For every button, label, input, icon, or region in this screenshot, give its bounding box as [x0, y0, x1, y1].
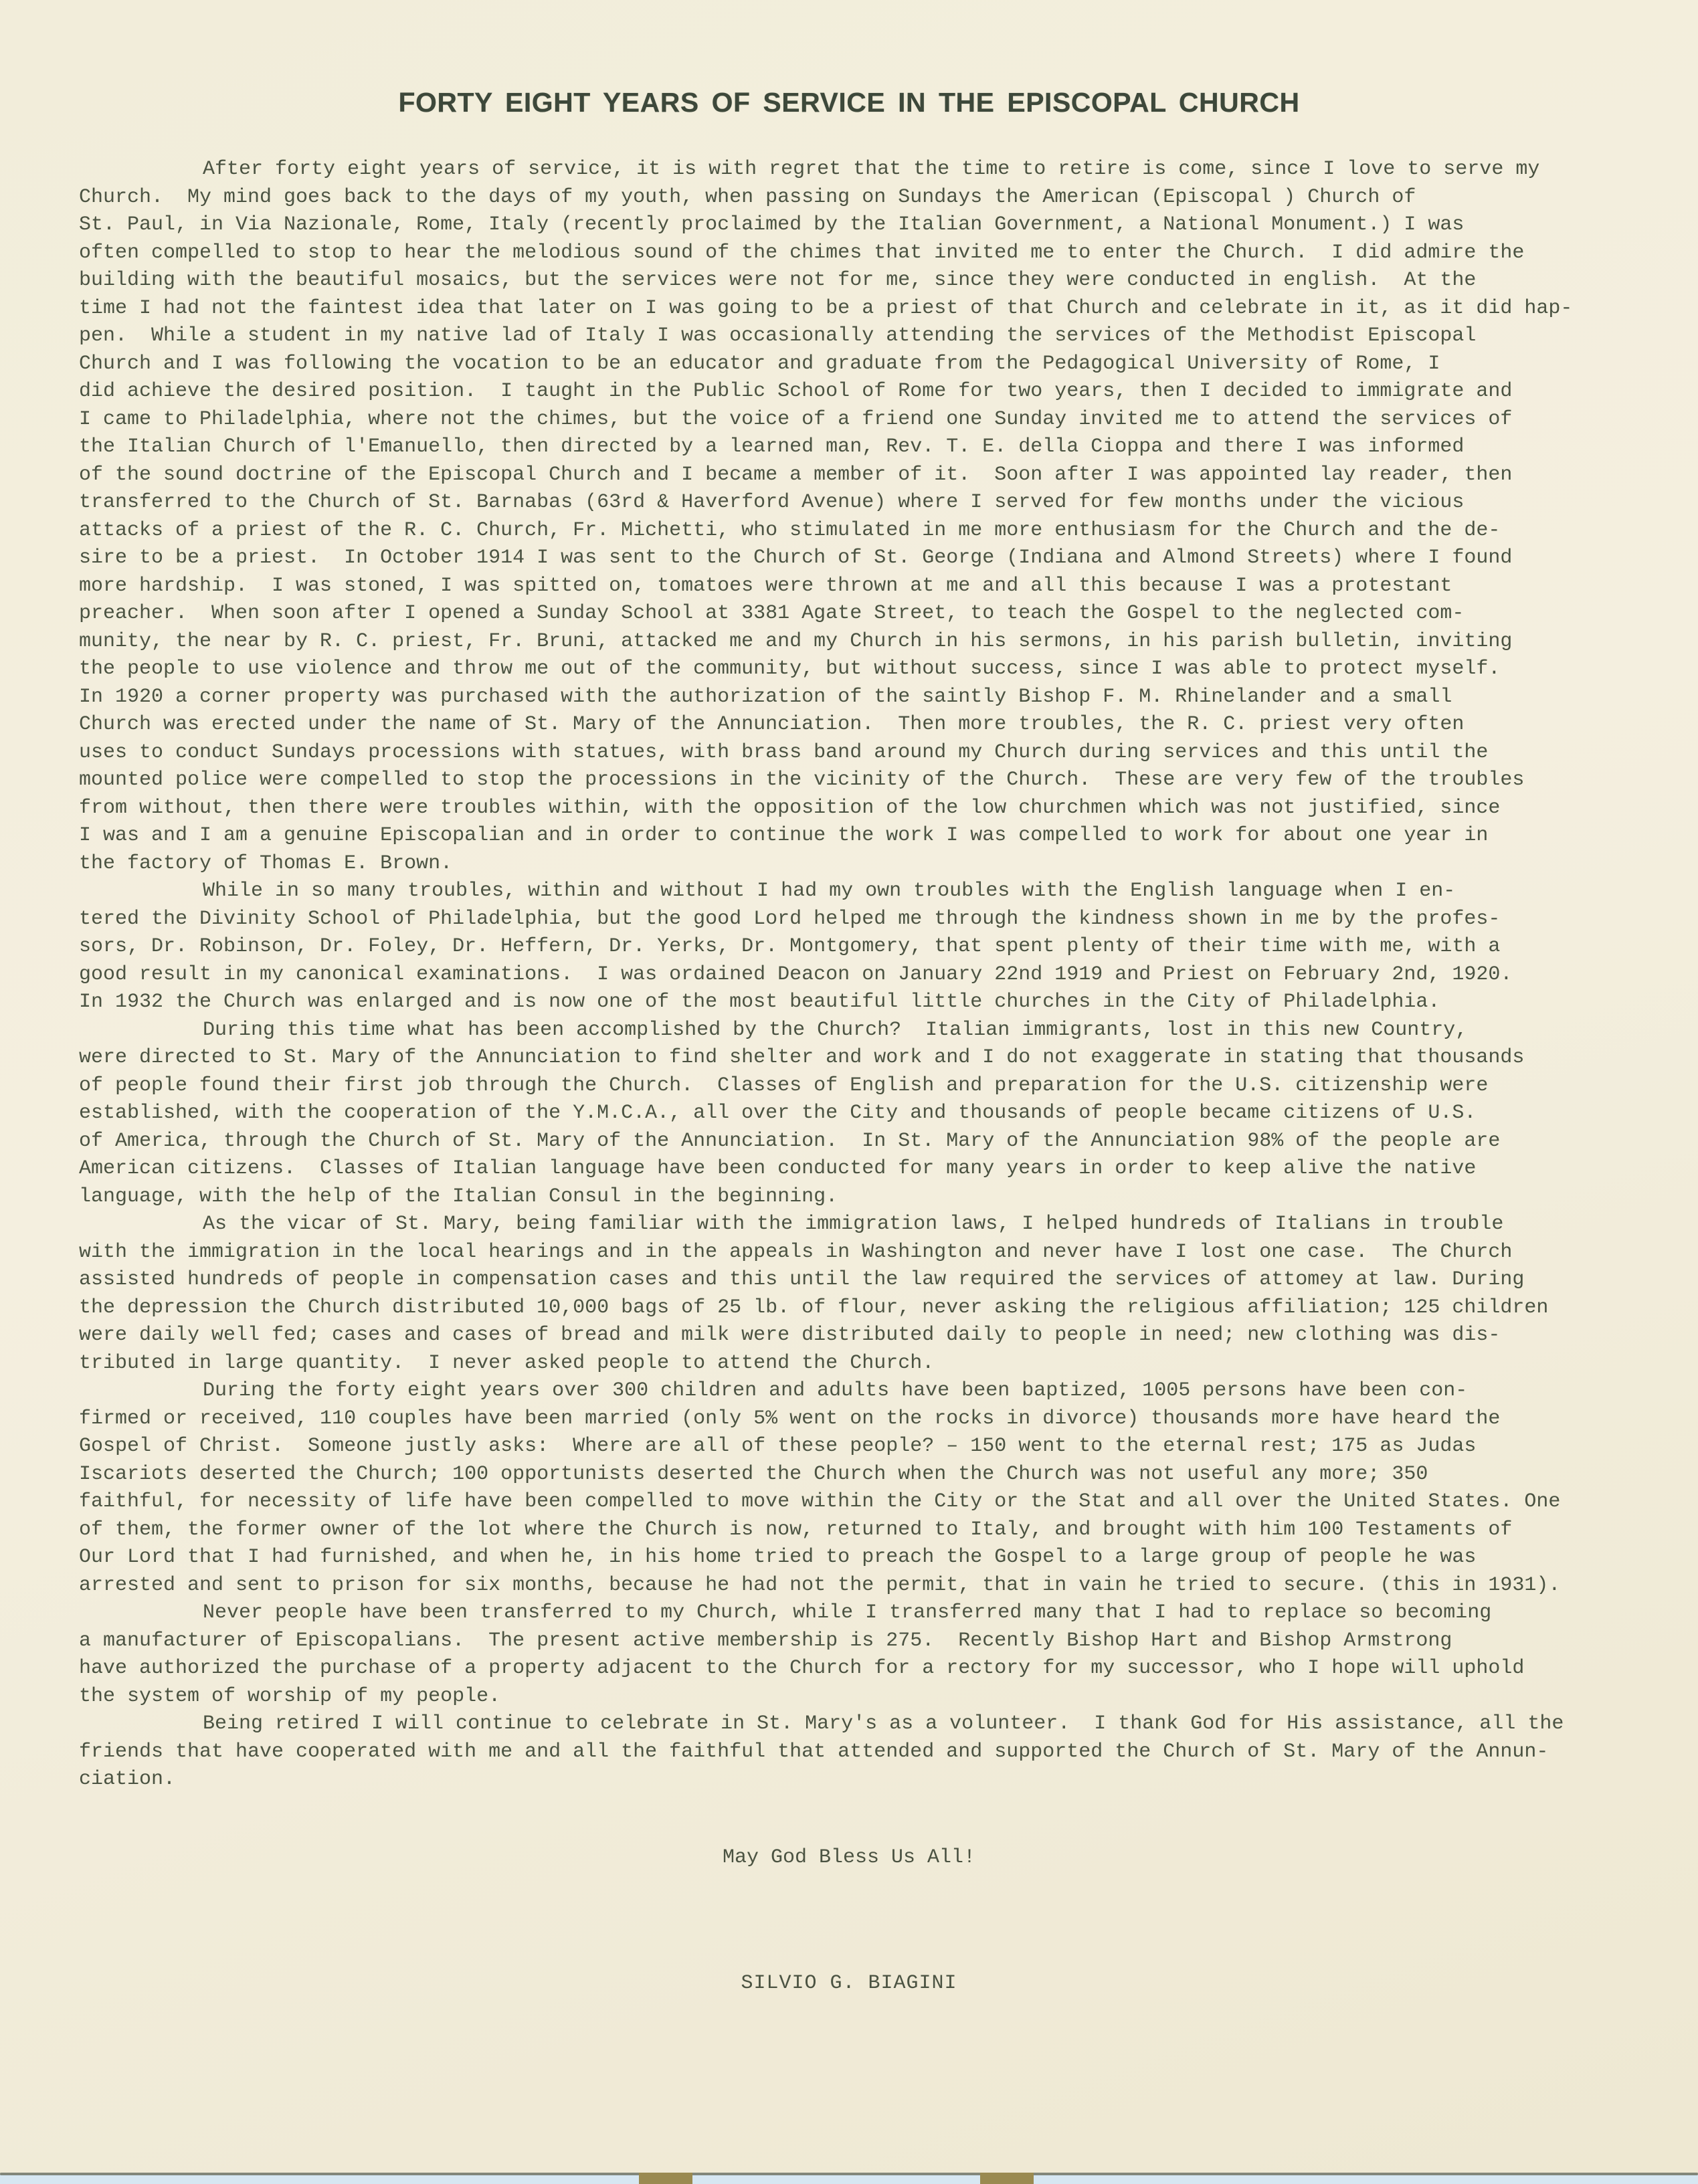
text-line: transferred to the Church of St. Barnabas (63rd & Haverford Avenue) where I served for few months under the vicious [79, 491, 1465, 514]
text-line: Church was erected under the name of St. Mary of the Annunciation. Then more troubles, the R. C. priest very often [79, 713, 1465, 736]
text-line: faithful, for necessity of life have been compelled to move within the City or the Stat and all over the United States. One [79, 1490, 1561, 1513]
text-line: Our Lord that I had furnished, and when he, in his home tried to preach the Gospel to a large group of people he was [79, 1546, 1477, 1569]
text-line: Never people have been transferred to my Church, while I transferred many that I had to replace so becoming [203, 1601, 1492, 1624]
text-line: preacher. When soon after I opened a Sunday School at 3381 Agate Street, to teach the Gospel to the neglected com- [79, 602, 1465, 625]
paragraph [79, 1211, 1558, 1377]
paragraph [79, 156, 1573, 878]
text-line: American citizens. Classes of Italian language have been conducted for many years in order to keep alive the native [79, 1157, 1477, 1180]
text-line: After forty eight years of service, it is with regret that the time to retire is come, since I love to serve my [203, 158, 1540, 181]
text-line: were directed to St. Mary of the Annunciation to find shelter and work and I do not exaggerate in stating that thousands [79, 1046, 1525, 1069]
paragraph [79, 1017, 1558, 1211]
text-line: the people to use violence and throw me out of the community, but without success, since I was able to protect myself. [79, 658, 1501, 680]
text-line: I was and I am a genuine Episcopalian and in order to continue the work I was compelled to work for about one year in [79, 824, 1489, 847]
text-line: more hardship. I was stoned, I was spitted on, tomatoes were thrown at me and all this because I was a protestant [79, 574, 1452, 597]
text-line: established, with the cooperation of the Y.M.C.A., all over the City and thousands of people became citizens of U.S. [79, 1102, 1477, 1124]
text-line: St. Paul, in Via Nazionale, Rome, Italy (recently proclaimed by the Italian Government, a National Monument.) I was [79, 213, 1465, 236]
text-line: In 1920 a corner property was purchased with the authorization of the saintly Bishop F. M. Rhinelander and a small [79, 685, 1452, 708]
scan-edge-artifact [0, 2175, 1698, 2184]
text-line: sire to be a priest. In October 1914 I was sent to the Church of St. George (Indiana and Almond Streets) where I found [79, 547, 1513, 569]
text-line: Iscariots deserted the Church; 100 opportunists deserted the Church when the Church was not useful any more; 350 [79, 1462, 1428, 1486]
text-line: Being retired I will continue to celebrate in St. Mary's as a volunteer. I thank God for His assistance, all the [203, 1712, 1564, 1735]
text-line: often compelled to stop to hear the melodious sound of the chimes that invited me to enter the Church. I did admire the [79, 241, 1525, 264]
text-line: of the sound doctrine of the Episcopal Church and I became a member of it. Soon after I was appointed lay reader, then [79, 463, 1513, 486]
scan-edge-fragment [639, 2173, 692, 2184]
paragraph [79, 878, 1558, 1017]
text-line: Gospel of Christ. Someone justly asks: Where are all of these people? – 150 went to the eternal rest; 175 as Judas [79, 1435, 1477, 1458]
text-line: language, with the help of the Italian Consul in the beginning. [79, 1185, 838, 1208]
paragraph [79, 1710, 1564, 1794]
text-line: the factory of Thomas E. Brown. [79, 852, 453, 875]
text-line: munity, the near by R. C. priest, Fr. Bruni, attacked me and my Church in his sermons, in his parish bulletin, inviting [79, 629, 1513, 653]
text-line: the Italian Church of l'Emanuello, then directed by a learned man, Rev. T. E. della Cioppa and there I was informed [79, 435, 1465, 458]
document-title: FORTY EIGHT YEARS OF SERVICE IN THE EPISCOPAL CHURCH [398, 87, 1300, 118]
text-line: attacks of a priest of the R. C. Church, Fr. Michetti, who stimulated in me more enthusiasm for the Church and the de- [79, 518, 1501, 542]
text-line: uses to conduct Sundays processions with statues, with brass band around my Church during services and this until the [79, 740, 1489, 764]
text-line: tributed in large quantity. I never asked people to attend the Church. [79, 1351, 935, 1375]
text-line: assisted hundreds of people in compensation cases and this until the law required the services of attomey at law. During [79, 1268, 1525, 1291]
text-line: of people found their first job through the Church. Classes of English and preparation for the U.S. citizenship were [79, 1074, 1489, 1097]
text-line: good result in my canonical examinations. I was ordained Deacon on January 22nd 1919 and Priest on February 2nd, 1920. [79, 963, 1513, 986]
closing-line: May God Bless Us All! [722, 1846, 976, 1869]
text-line: In 1932 the Church was enlarged and is now one of the most beautiful little churches in the City of Philadelphia. [79, 991, 1440, 1013]
text-line: building with the beautiful mosaics, but the services were not for me, since they were conducted in english. At the [79, 269, 1477, 292]
text-line: Church and I was following the vocation to be an educator and graduate from the Pedagogical University of Rome, I [79, 352, 1440, 375]
scan-edge-fragment [980, 2173, 1034, 2184]
text-line: sors, Dr. Robinson, Dr. Foley, Dr. Heffern, Dr. Yerks, Dr. Montgomery, that spent plenty of their time with me, with a [79, 935, 1501, 958]
text-line: Church. My mind goes back to the days of my youth, when passing on Sundays the American (Episcopal ) Church of [79, 185, 1416, 209]
text-line: the depression the Church distributed 10,000 bags of 25 lb. of flour, never asking the religious affiliation; 125 children [79, 1296, 1549, 1319]
text-line: During the forty eight years over 300 children and adults have been baptized, 1005 persons have been con- [203, 1379, 1468, 1402]
document-body [79, 156, 1573, 1794]
text-line: As the vicar of St. Mary, being familiar with the immigration laws, I helped hundreds of Italians in trouble [203, 1213, 1504, 1235]
text-line: of America, through the Church of St. Mary of the Annunciation. In St. Mary of the Annunciation 98% of the people are [79, 1129, 1501, 1153]
text-line: from without, then there were troubles within, with the opposition of the low churchmen which was not justified, since [79, 796, 1501, 819]
paragraph [79, 1377, 1561, 1599]
text-line: I came to Philadelphia, where not the chimes, but the voice of a friend one Sunday invited me to attend the services of [79, 407, 1513, 431]
text-line: ciation. [79, 1768, 176, 1791]
text-line: During this time what has been accomplished by the Church? Italian immigrants, lost in this new Country, [203, 1018, 1468, 1041]
text-line: were daily well fed; cases and cases of bread and milk were distributed daily to people in need; new clothing was dis- [79, 1324, 1501, 1347]
text-line: with the immigration in the local hearings and in the appeals in Washington and never have I lost one case. The Church [79, 1240, 1513, 1264]
text-line: While in so many troubles, within and without I had my own troubles with the English language when I en- [203, 880, 1456, 902]
text-line: of them, the former owner of the lot where the Church is now, returned to Italy, and brought with him 100 Testaments of [79, 1518, 1513, 1541]
text-line: mounted police were compelled to stop the processions in the vicinity of the Church. These are very few of the troubles [79, 769, 1525, 791]
text-line: have authorized the purchase of a property adjacent to the Church for a rectory for my successor, who I hope will uphold [79, 1657, 1525, 1680]
text-line: did achieve the desired position. I taught in the Public School of Rome for two years, then I decided to immigrate and [79, 380, 1513, 403]
text-line: pen. While a student in my native lad of Italy I was occasionally attending the services of the Methodist Episcopal [79, 324, 1477, 347]
text-line: arrested and sent to prison for six months, because he had not the permit, that in vain he tried to secure. (this in 1931). [79, 1573, 1561, 1597]
paragraph [79, 1599, 1558, 1710]
text-line: friends that have cooperated with me and all the faithful that attended and supported the Church of St. Mary of the Annun- [79, 1740, 1549, 1763]
text-line: a manufacturer of Episcopalians. The present active membership is 275. Recently Bishop Hart and Bishop Armstrong [79, 1629, 1452, 1652]
signature: SILVIO G. BIAGINI [741, 1972, 957, 1995]
text-line: tered the Divinity School of Philadelphia, but the good Lord helped me through the kindness shown in me by the profes- [79, 907, 1501, 930]
text-line: firmed or received, 110 couples have been married (only 5% went on the rocks in divorce) thousands more have heard the [79, 1407, 1501, 1430]
text-line: time I had not the faintest idea that later on I was going to be a priest of that Church and celebrate in it, as it did hap- [79, 296, 1573, 320]
text-line: the system of worship of my people. [79, 1684, 501, 1708]
